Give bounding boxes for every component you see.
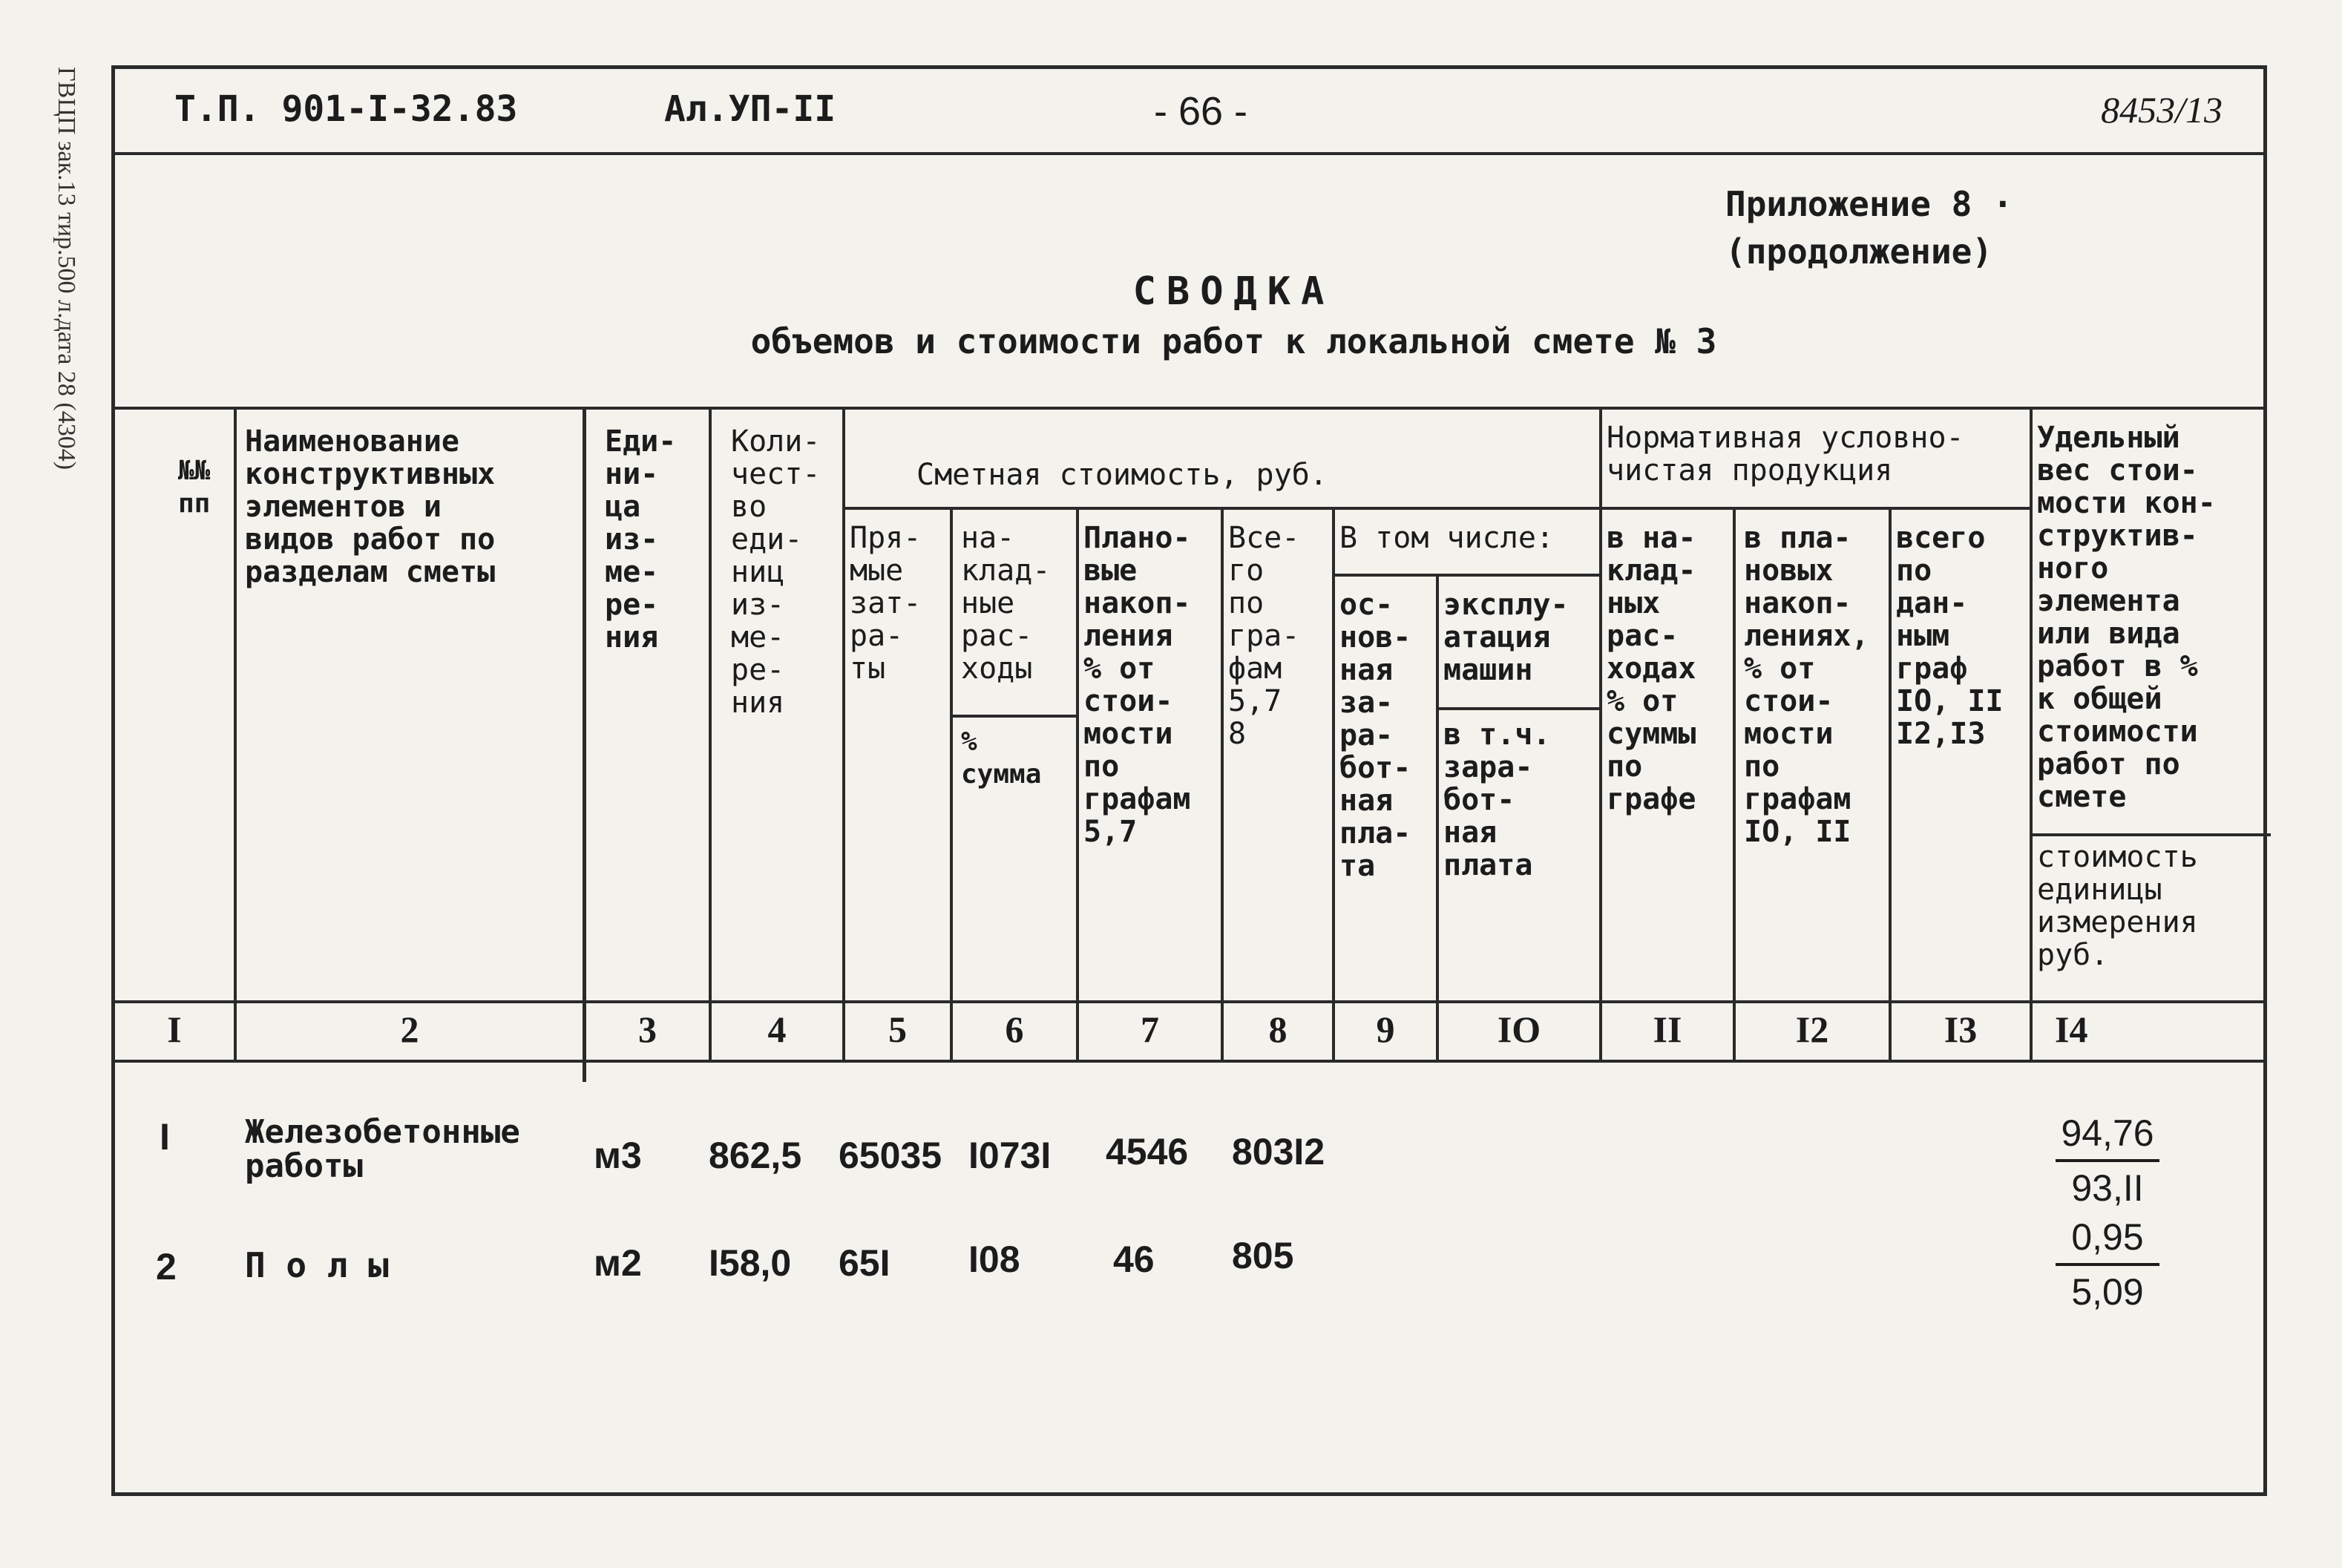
appendix-line-2: (продолжение) — [1725, 232, 1993, 272]
col-number-2: 2 — [400, 1008, 419, 1050]
col-rule-5 — [950, 507, 953, 1060]
header-col-10a: эксплу- атация машин — [1443, 588, 1569, 687]
c14-sub-rule — [2030, 833, 2271, 836]
row-2-qty: I58,0 — [709, 1242, 792, 1284]
col-number-4: 4 — [767, 1008, 787, 1050]
col-rule-8 — [1332, 507, 1335, 1060]
header-col-14b: стоимость единицы измерения руб. — [2037, 840, 2198, 972]
col-number-5: 5 — [888, 1008, 907, 1050]
col-number-1: I — [167, 1008, 182, 1050]
col-rule-10 — [1599, 407, 1602, 1060]
row-2-name: П о л ы — [245, 1245, 389, 1285]
vtom-sub-rule — [1332, 574, 1599, 577]
header-col-1: №№ пп — [178, 456, 211, 519]
header-row — [115, 69, 2263, 155]
header-col-12: в пла- новых накоп- лениях, % от стои- мости по графам IO, II — [1744, 521, 1869, 849]
row-1-number: I — [160, 1116, 170, 1158]
col-number-6: 6 — [1005, 1008, 1024, 1050]
header-col-2: Наименование конструктивных элементов и видов работ по разделам сметы — [245, 424, 496, 589]
row-1-direct: 65035 — [839, 1135, 942, 1176]
header-col-3: Еди- ни- ца из- ме- ре- ния — [605, 424, 677, 655]
row-1-unit: м3 — [594, 1135, 642, 1176]
header-col-8: Все- го по гра- фам 5,7 8 — [1228, 521, 1300, 751]
row-1-share: 94,76 — [2056, 1112, 2159, 1162]
col-number-3: 3 — [638, 1008, 657, 1050]
col-number-11: II — [1653, 1008, 1682, 1050]
sheet-code: Ал.УП-II — [664, 88, 836, 130]
row-2-unit: м2 — [594, 1242, 642, 1284]
row-2-total: 805 — [1232, 1235, 1294, 1276]
row-2-number: 2 — [156, 1246, 177, 1287]
c10-sub-rule — [1436, 707, 1599, 710]
col-number-8: 8 — [1268, 1008, 1288, 1050]
row-2-direct: 65I — [839, 1242, 890, 1284]
header-col-6a: на- клад- ные рас- ходы — [961, 521, 1051, 686]
header-col-9: ос- нов- ная за- ра- бот- ная пла- та — [1339, 588, 1411, 883]
row-2-unit-cost: 5,09 — [2071, 1271, 2144, 1313]
col-rule-2 — [583, 407, 586, 1082]
col-number-10: IO — [1497, 1008, 1541, 1050]
col-rule-3 — [709, 407, 712, 1060]
col-number-12: I2 — [1795, 1008, 1829, 1050]
header-smeta: Сметная стоимость, руб. — [916, 458, 1328, 492]
header-col-7: Плано- вые накоп- ления % от стои- мости по графам 5,7 — [1083, 521, 1191, 849]
row-1-planned: 4546 — [1106, 1131, 1189, 1172]
project-code: Т.П. 901-I-32.83 — [174, 88, 518, 130]
header-col-6b: % сумма — [961, 726, 1042, 790]
appendix-line-1: Приложение 8 · — [1725, 184, 2013, 224]
numbers-row-top-rule — [115, 1000, 2263, 1003]
document-frame — [111, 65, 2267, 1496]
document-subtitle: объемов и стоимости работ к локальной смете № 3 — [750, 321, 1717, 361]
col-number-14: I4 — [2055, 1008, 2088, 1050]
col-number-7: 7 — [1141, 1008, 1159, 1050]
header-col-4: Коли- чест- во еди- ниц из- ме- ре- ния — [731, 424, 821, 720]
header-col-13: всего по дан- ным граф IO, II I2,I3 — [1896, 521, 2004, 751]
norm-sub-rule — [1599, 507, 2030, 510]
row-2-overhead: I08 — [968, 1239, 1020, 1280]
row-2-share-fraction — [2056, 1216, 2159, 1313]
header-norm: Нормативная условно- чистая продукция — [1607, 421, 1964, 488]
row-1-overhead: I073I — [968, 1135, 1052, 1176]
col-rule-13 — [2030, 407, 2033, 1060]
numbers-row-bottom-rule — [115, 1060, 2263, 1063]
col-number-13: I3 — [1944, 1008, 1978, 1050]
col-rule-11 — [1733, 507, 1736, 1060]
table-top-rule — [115, 407, 2263, 410]
row-1-qty: 862,5 — [709, 1135, 802, 1176]
c6-sub-rule — [950, 715, 1076, 718]
col-rule-6 — [1076, 507, 1079, 1060]
col-rule-4 — [842, 407, 845, 1060]
row-1-share-fraction — [2056, 1112, 2159, 1210]
header-vtom: В том числе: — [1339, 521, 1554, 555]
archive-code: 8453/13 — [2101, 89, 2223, 131]
col-rule-1 — [234, 407, 237, 1060]
row-1-total: 803I2 — [1232, 1131, 1325, 1172]
col-rule-9 — [1436, 574, 1439, 1060]
col-rule-7 — [1221, 507, 1224, 1060]
row-2-planned: 46 — [1113, 1239, 1155, 1280]
row-2-share: 0,95 — [2056, 1216, 2159, 1266]
side-stamp: ГВЦП зак.13 тир.500 л.дата 28 (4304) — [53, 67, 80, 470]
smeta-sub-rule — [842, 507, 1599, 510]
appendix-label — [1725, 180, 2013, 275]
col-rule-12 — [1889, 507, 1892, 1060]
row-1-unit-cost: 93,II — [2071, 1167, 2144, 1209]
row-1-name: Железобетонные работы — [245, 1113, 520, 1185]
document-title: СВОДКА — [1132, 269, 1335, 314]
header-col-5: Пря- мые зат- ра- ты — [850, 521, 922, 686]
header-col-14a: Удельный вес стои- мости кон- структив- ного элемента или вида работ в % к общей стоимости работ по смете — [2037, 421, 2216, 814]
page-number: - 66 - — [1154, 89, 1248, 134]
col-number-9: 9 — [1376, 1008, 1395, 1050]
header-col-11: в на- клад- ных рас- ходах % от суммы по графе — [1607, 521, 1696, 816]
header-col-10b: в т.ч. зара- бот- ная плата — [1443, 718, 1551, 882]
